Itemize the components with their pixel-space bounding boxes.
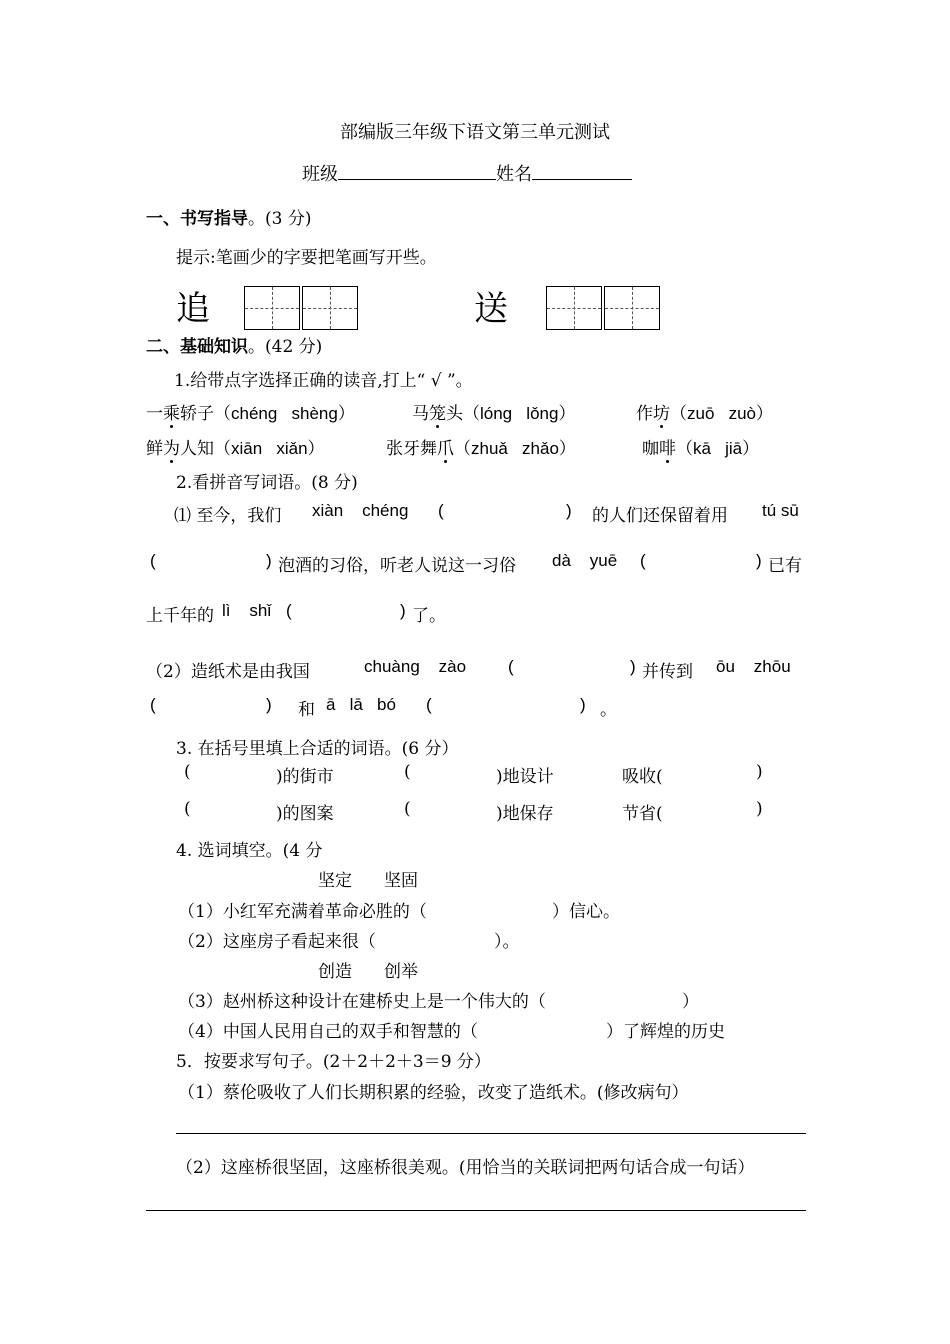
- q4-word: 创造: [318, 962, 352, 982]
- q2-pinyin: chuàng zào: [364, 657, 467, 676]
- q2-prompt: 2.看拼音写词语。(8 分): [176, 473, 358, 493]
- paren-open: (: [508, 657, 514, 676]
- char-zhui: 追: [176, 289, 210, 329]
- q3-blank[interactable]: (: [184, 762, 191, 782]
- q2-pinyin: ōu zhōu: [716, 657, 791, 676]
- q4-sentence-end: ）了辉煌的历史: [606, 1022, 725, 1042]
- q3-blank[interactable]: ): [756, 799, 763, 819]
- q2-text: （2）造纸术是由我国: [146, 662, 310, 682]
- q2-pinyin: xiàn chéng: [312, 501, 409, 520]
- section2-heading: [146, 332, 322, 357]
- q5-sentence: （1）蔡伦吸收了人们长期积累的经验，改变了造纸术。(修改病句）: [178, 1083, 689, 1103]
- q3-blank[interactable]: (: [404, 762, 411, 782]
- paren-close: ): [266, 695, 272, 714]
- writing-grid[interactable]: [546, 286, 602, 330]
- q3-text: )地保存: [496, 804, 554, 824]
- q3-prompt: 3. 在括号里填上合适的词语。(6 分）: [176, 739, 459, 759]
- answer-line[interactable]: [176, 1133, 806, 1134]
- q4-sentence: （1）小红军充满着革命必胜的（: [178, 902, 427, 922]
- section1-hint: 提示:笔画少的字要把笔画写开些。: [176, 248, 437, 268]
- paren-open: (: [286, 601, 292, 620]
- q4-sentence: （4）中国人民用自己的双手和智慧的（: [178, 1022, 478, 1042]
- q3-blank[interactable]: ): [756, 762, 763, 782]
- q2-text: 泡酒的习俗，听老人说这一习俗: [278, 556, 516, 576]
- section2-title: 二、基础知识: [146, 337, 248, 357]
- paren-open: (: [640, 551, 646, 570]
- section2-score: 。(42 分): [248, 337, 323, 357]
- paren-open: (: [150, 551, 156, 570]
- writing-grid[interactable]: [604, 286, 660, 330]
- char-song: 送: [474, 289, 508, 329]
- q1-item: 咖啡（kā jiā）: [642, 434, 759, 459]
- q3-blank[interactable]: (: [184, 799, 191, 819]
- name-label: 姓名: [496, 164, 532, 185]
- answer-line[interactable]: [146, 1210, 806, 1211]
- q4-sentence: （2）这座房子看起来很（: [178, 932, 376, 952]
- q5-prompt: 5．按要求写句子。(2＋2＋2＋3＝9 分）: [176, 1052, 491, 1072]
- q4-word: 创举: [384, 962, 418, 982]
- paren-close: ): [756, 551, 762, 570]
- q2-text: 并传到: [642, 662, 693, 682]
- paren-close: ): [566, 501, 572, 520]
- q2-text: 已有: [768, 556, 802, 576]
- q3-text: 吸收(: [622, 767, 663, 787]
- q1-item: 马笼头（lóng lǒng）: [412, 399, 575, 424]
- section1-title: 一、书写指导: [146, 209, 248, 229]
- q3-text: 节省(: [622, 804, 663, 824]
- q1-item: 鲜为人知（xiān xiǎn）: [146, 434, 325, 459]
- section1-score: 。(3 分): [248, 209, 312, 229]
- q4-sentence: （3）赵州桥这种设计在建桥史上是一个伟大的（: [178, 992, 546, 1012]
- q3-text: )地设计: [496, 767, 554, 787]
- paren-close: ): [580, 695, 586, 714]
- paren-close: ): [266, 551, 272, 570]
- class-blank[interactable]: [338, 161, 496, 180]
- q5-sentence: （2）这座桥很坚固，这座桥很美观。(用恰当的关联词把两句话合成一句话）: [176, 1158, 755, 1178]
- section1-heading: [146, 204, 311, 229]
- q2-pinyin: ā lā bó: [326, 695, 396, 714]
- q4-prompt: 4. 选词填空。(4 分: [176, 841, 323, 861]
- q2-pinyin: tú sū: [762, 501, 799, 520]
- q4-sentence-end: ）信心。: [552, 902, 620, 922]
- q4-word: 坚固: [384, 871, 418, 891]
- paren-open: (: [150, 695, 156, 714]
- q2-text: ⑴ 至今，我们: [174, 506, 282, 526]
- paren-open: (: [438, 501, 444, 520]
- q2-text: 和: [298, 700, 315, 720]
- paren-open: (: [426, 695, 432, 714]
- paren-close: ): [400, 601, 406, 620]
- q4-sentence-end: ）: [682, 992, 699, 1012]
- q2-text: 。: [600, 700, 617, 720]
- q3-text: )的图案: [276, 804, 334, 824]
- class-label: 班级: [302, 164, 338, 185]
- q1-item: 作坊（zuō zuò）: [636, 399, 773, 424]
- q2-text: 上千年的: [146, 606, 214, 626]
- q1-prompt: 1.给带点字选择正确的读音,打上“ √ ”。: [174, 371, 473, 391]
- q2-pinyin: dà yuē: [552, 551, 618, 570]
- q1-item: 一乘轿子（chéng shèng）: [146, 399, 355, 424]
- q3-text: )的街市: [276, 767, 334, 787]
- q2-text: 了。: [412, 606, 446, 626]
- q3-blank[interactable]: (: [404, 799, 411, 819]
- q1-item: 张牙舞爪（zhuǎ zhǎo）: [386, 434, 576, 459]
- name-blank[interactable]: [532, 161, 632, 180]
- q2-pinyin: lì shǐ: [222, 601, 272, 620]
- writing-grid[interactable]: [244, 286, 300, 330]
- paren-close: ): [630, 657, 636, 676]
- q4-sentence-end: ）。: [494, 932, 520, 952]
- writing-grid[interactable]: [302, 286, 358, 330]
- page-title: 部编版三年级下语文第三单元测试: [340, 122, 610, 143]
- q4-word: 坚定: [318, 871, 352, 891]
- q2-text: 的人们还保留着用: [592, 506, 728, 526]
- class-name-line: [302, 160, 632, 186]
